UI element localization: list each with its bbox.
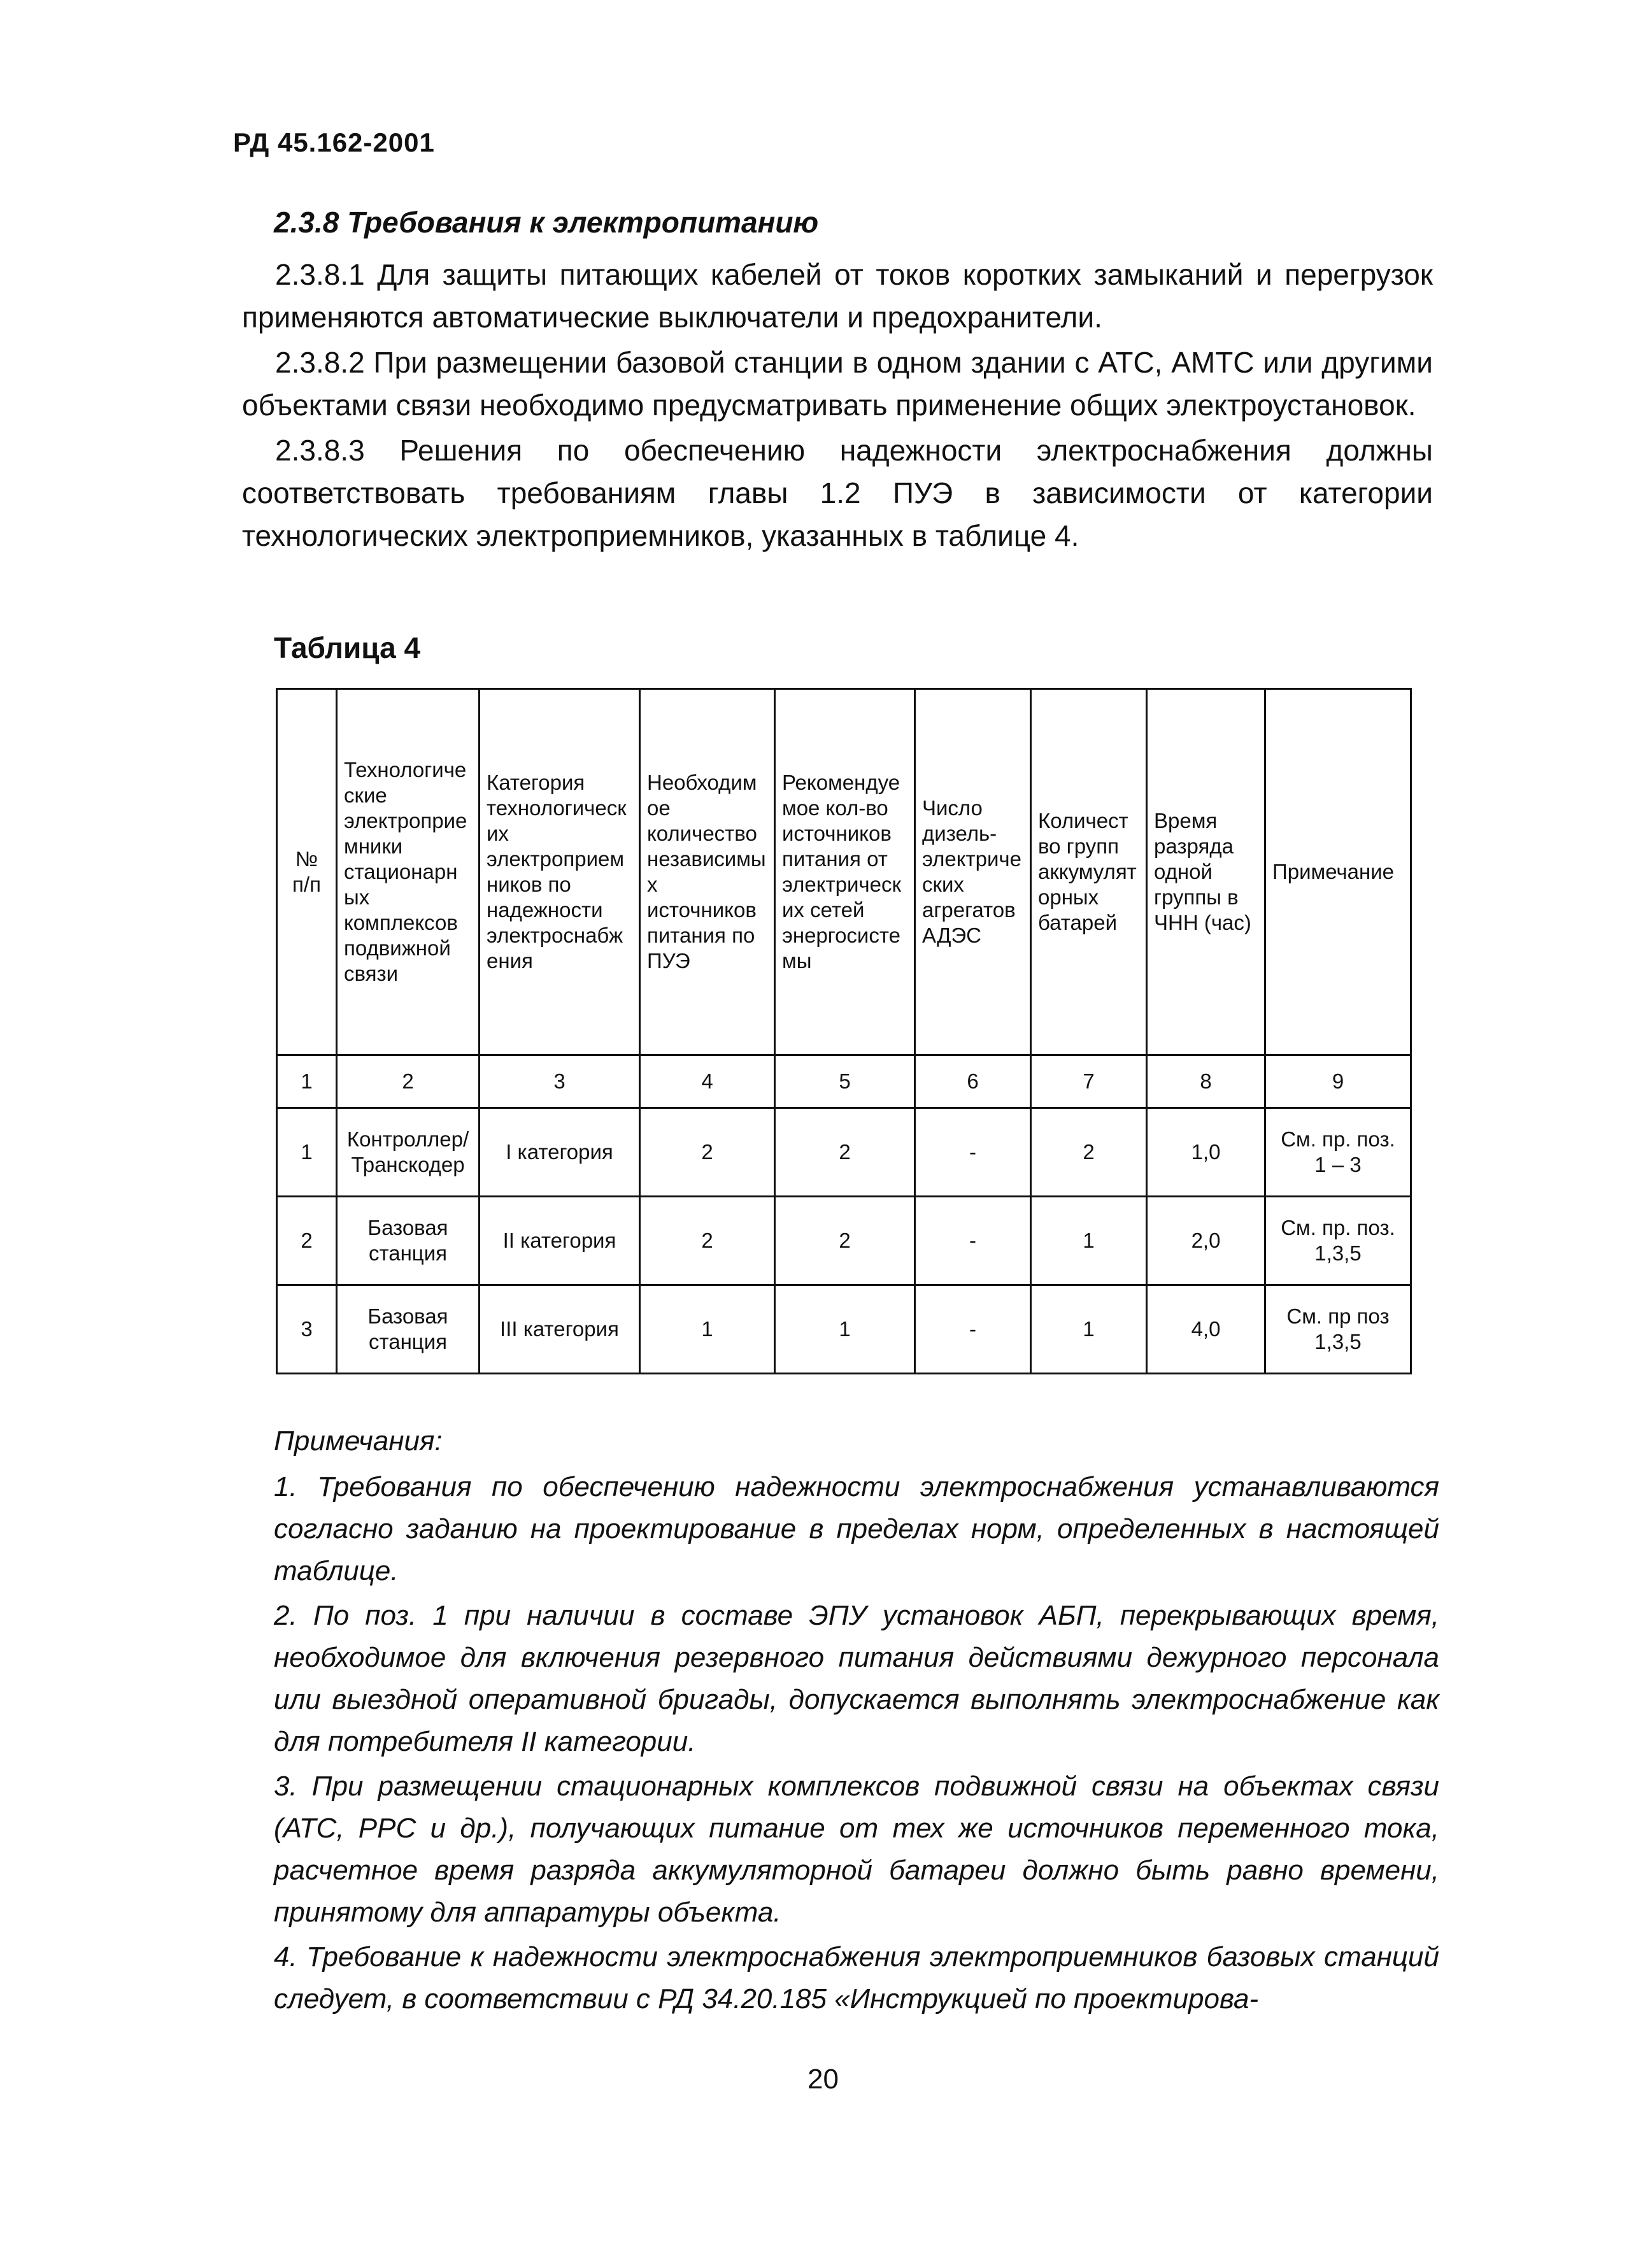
table-cell: 1 [775, 1285, 915, 1374]
column-number: 2 [337, 1055, 480, 1108]
table-cell: См. пр. поз. 1 – 3 [1265, 1108, 1411, 1197]
table-cell: 3 [277, 1285, 337, 1374]
table-caption: Таблица 4 [274, 631, 421, 664]
table-cell: - [915, 1108, 1031, 1197]
table-cell: 1 [277, 1108, 337, 1197]
table-cell: 1 [1031, 1197, 1147, 1285]
table-cell: II категория [480, 1197, 640, 1285]
table-cell: 2,0 [1147, 1197, 1265, 1285]
table-cell: - [915, 1197, 1031, 1285]
header-cell: Технологические электроприемники стационарных комплексов подвижной связи [337, 689, 480, 1055]
table-cell: 2 [775, 1108, 915, 1197]
table-cell: Базовая станция [337, 1197, 480, 1285]
body-text [242, 253, 1433, 560]
page-number: 20 [807, 2064, 839, 2095]
paragraph: 2.3.8.1 Для защиты питающих кабелей от токов коротких замыканий и перегрузок применяются автоматические выключатели и предохранители. [242, 258, 1433, 334]
table-cell: 2 [640, 1108, 775, 1197]
note-item: 3. При размещении стационарных комплексов подвижной связи на объектах связи (АТС, РРС и др.), получающих питание от тех же источников переменного тока, расчетное время разряда аккумуляторной батареи должно быть равно времени, принятому для аппаратуры объекта. [274, 1771, 1439, 1928]
header-cell: Количество групп аккумуляторных батарей [1031, 689, 1147, 1055]
table-cell: См. пр. поз. 1,3,5 [1265, 1197, 1411, 1285]
table-cell: 2 [775, 1197, 915, 1285]
header-cell: Примечание [1265, 689, 1411, 1055]
paragraph: 2.3.8.3 Решения по обеспечению надежности электроснабжения должны соответствовать требованиям главы 1.2 ПУЭ в зависимости от категории технологических электроприемников, указанных в таблице 4. [242, 434, 1433, 552]
table-cell: I категория [480, 1108, 640, 1197]
header-cell: Рекомендуемое кол-во источников питания от электрических сетей энергосистемы [775, 689, 915, 1055]
section-heading: 2.3.8 Требования к электропитанию [274, 206, 819, 239]
column-number: 1 [277, 1055, 337, 1108]
header-cell: Категория технологических электроприемников по надежности электроснабжения [480, 689, 640, 1055]
table-cell: Контроллер/ Транскодер [337, 1108, 480, 1197]
table-cell: - [915, 1285, 1031, 1374]
table-cell: 1 [640, 1285, 775, 1374]
table-cell: 1 [1031, 1285, 1147, 1374]
table-header-row [277, 689, 1411, 1055]
table-cell: См. пр поз 1,3,5 [1265, 1285, 1411, 1374]
column-number: 7 [1031, 1055, 1147, 1108]
column-number: 4 [640, 1055, 775, 1108]
table-cell: 2 [640, 1197, 775, 1285]
requirements-table [276, 688, 1412, 1374]
header-cell: Число дизель-электрических агрегатов АДЭС [915, 689, 1031, 1055]
column-number: 5 [775, 1055, 915, 1108]
table-cell: III категория [480, 1285, 640, 1374]
column-number-row [277, 1055, 1411, 1108]
table-cell: 2 [1031, 1108, 1147, 1197]
notes-title: Примечания: [274, 1425, 443, 1457]
column-number: 3 [480, 1055, 640, 1108]
column-number: 6 [915, 1055, 1031, 1108]
column-number: 8 [1147, 1055, 1265, 1108]
note-item: 1. Требования по обеспечению надежности электроснабжения устанавливаются согласно заданию на проектирование в пределах норм, определенных в настоящей таблице. [274, 1471, 1439, 1587]
column-number: 9 [1265, 1055, 1411, 1108]
table-row [277, 1108, 1411, 1197]
table-row [277, 1285, 1411, 1374]
notes-block [274, 1420, 1439, 2023]
header-cell: Необходимое количество независимых источников питания по ПУЭ [640, 689, 775, 1055]
paragraph: 2.3.8.2 При размещении базовой станции в одном здании с АТС, АМТС или другими объектами связи необходимо предусматривать применение общих электроустановок. [242, 346, 1433, 422]
document-id: РД 45.162-2001 [233, 127, 435, 157]
table-row [277, 1197, 1411, 1285]
table-cell: Базовая станция [337, 1285, 480, 1374]
header-cell: Время разряда одной группы в ЧНН (час) [1147, 689, 1265, 1055]
header-cell: № п/п [277, 689, 337, 1055]
note-item: 4. Требование к надежности электроснабжения электроприемников базовых станций следует, в соответствии с РД 34.20.185 «Инструкцией по проектирова- [274, 1941, 1439, 2015]
table-cell: 1,0 [1147, 1108, 1265, 1197]
table-cell: 2 [277, 1197, 337, 1285]
table-cell: 4,0 [1147, 1285, 1265, 1374]
note-item: 2. По поз. 1 при наличии в составе ЭПУ установок АБП, перекрывающих время, необходимое для включения резервного питания действиями дежурного персонала или выездной оперативной бригады, допускается выполнять электроснабжение как для потребителя II категории. [274, 1600, 1439, 1757]
